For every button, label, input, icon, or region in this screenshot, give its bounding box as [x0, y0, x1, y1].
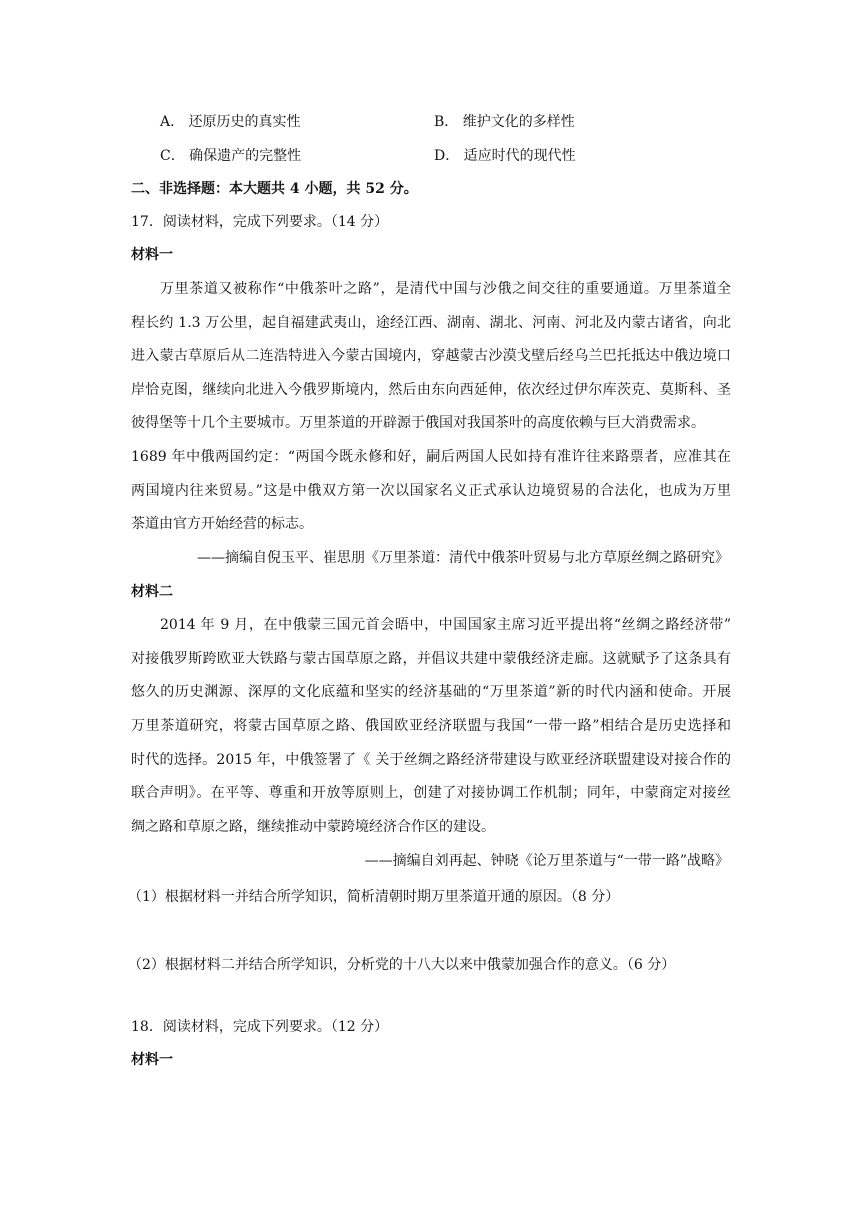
- material-1-line: 程长约 1.3 万公里，起自福建武夷山，途经江西、湖南、湖北、河南、河北及内蒙古诸省，向北: [131, 315, 731, 331]
- question-18-material-1-label: 材料一: [131, 1052, 173, 1068]
- material-1-source: ——摘编自倪玉平、崔思朋《万里茶道：清代中俄茶叶贸易与北方草原丝绸之路研究》: [197, 550, 729, 566]
- option-c: C． 确保遗产的完整性: [160, 148, 302, 164]
- material-1-line: 两国境内往来贸易。”这是中俄双方第一次以国家名义正式承认边境贸易的合法化，也成为万里: [131, 483, 731, 499]
- option-d: D． 适应时代的现代性: [434, 148, 576, 164]
- question-17-stem: 17．阅读材料，完成下列要求。（14 分）: [131, 214, 389, 230]
- option-b: B． 维护文化的多样性: [434, 114, 575, 130]
- material-2-line: 绸之路和草原之路，继续推动中蒙跨境经济合作区的建设。: [131, 819, 495, 835]
- material-2-source: ——摘编自刘再起、钟晓《论万里茶道与“一带一路”战略》: [364, 853, 729, 869]
- material-2-label: 材料二: [131, 584, 173, 600]
- material-1-line: 进入蒙古草原后从二连浩特进入今蒙古国境内，穿越蒙古沙漠戈壁后经乌兰巴托抵达中俄边境口: [131, 348, 731, 364]
- material-1-line: 茶道由官方开始经营的标志。: [131, 516, 313, 532]
- material-1-label: 材料一: [131, 247, 173, 263]
- option-a: A． 还原历史的真实性: [160, 114, 301, 130]
- material-2-line: 2014 年 9 月，在中俄蒙三国元首会晤中，中国国家主席习近平提出将“丝绸之路经济带”: [160, 617, 731, 633]
- material-2-line: 联合声明》。在平等、尊重和开放等原则上，创建了对接协调工作机制；同年，中蒙商定对接丝: [131, 785, 731, 801]
- question-18-stem: 18．阅读材料，完成下列要求。（12 分）: [131, 1019, 389, 1035]
- material-1-line: 岸恰克图，继续向北进入今俄罗斯境内，然后由东向西延伸，依次经过伊尔库茨克、莫斯科、圣: [131, 382, 731, 398]
- material-2-line: 万里茶道研究，将蒙古国草原之路、俄国欧亚经济联盟与我国“一带一路”相结合是历史选择和: [131, 718, 731, 734]
- material-1-line: 彼得堡等十几个主要城市。万里茶道的开辟源于俄国对我国茶叶的高度依赖与巨大消费需求。: [131, 415, 705, 431]
- material-2-line: 悠久的历史渊源、深厚的文化底蕴和坚实的经济基础的“万里茶道”新的时代内涵和使命。开展: [131, 684, 731, 700]
- question-17-sub-2: （2）根据材料二并结合所学知识，分析党的十八大以来中俄蒙加强合作的意义。（6 分）: [128, 957, 676, 973]
- section-title: 二、非选择题：本大题共 4 小题，共 52 分。: [131, 181, 418, 197]
- material-2-line: 时代的选择。2015 年，中俄签署了《 关于丝绸之路经济带建设与欧亚经济联盟建设对接合作的: [131, 752, 731, 768]
- material-2-line: 对接俄罗斯跨欧亚大铁路与蒙古国草原之路，并倡议共建中蒙俄经济走廊。这就赋予了这条具有: [131, 651, 731, 667]
- material-1-line: 万里茶道又被称作“中俄茶叶之路”，是清代中国与沙俄之间交往的重要通道。万里茶道全: [160, 281, 731, 297]
- material-1-line: 1689 年中俄两国约定：“两国今既永修和好，嗣后两国人民如持有准许往来路票者，应准其在: [131, 449, 731, 465]
- question-17-sub-1: （1）根据材料一并结合所学知识，简析清朝时期万里茶道开通的原因。（8 分）: [128, 889, 620, 905]
